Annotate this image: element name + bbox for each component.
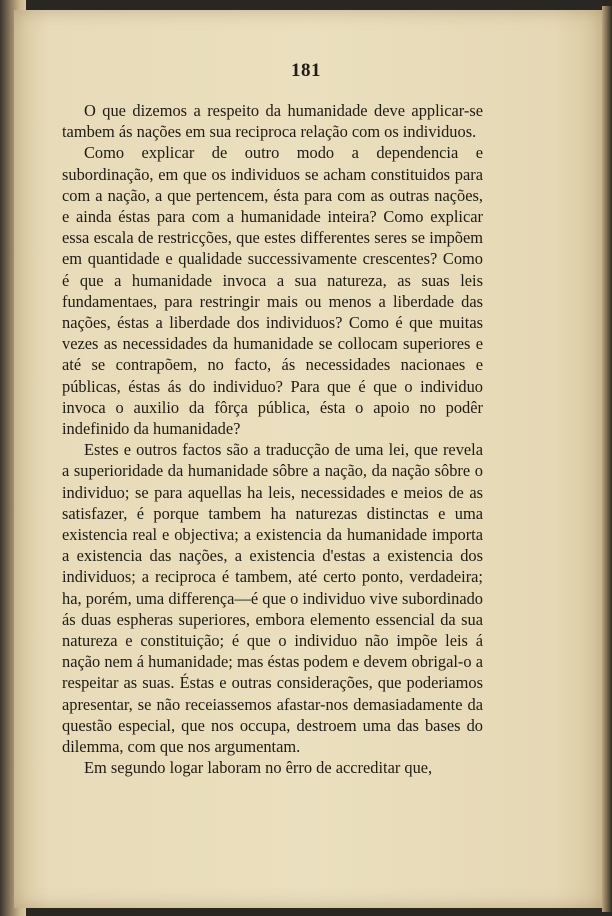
paragraph: Estes e outros factos são a traducção de uma lei, que revela a superioridade da humanidade sôbre a nação, da nação sôbre o individuo; se para aquellas ha leis, necessidades e meios de as satisfazer, é porque tambem ha naturezas distinctas e uma existencia real e objectiva; a existencia da humanidade importa a existencia das nações, a existencia d'estas a existencia dos individuos; a reciproca é tambem, até certo ponto, verdadeira; ha, porém, uma differença—é que o individuo vive subordinado ás duas espheras superiores, embora elemento essencial da sua natureza e constituição; é que o individuo não impõe leis á nação nem á humanidade; mas éstas podem e devem obrigal-o a respeitar as suas. Éstas e outras considerações, que poderiamos apresentar, se não receiassemos afastar-nos demasiadamente da questão especial, que nos occupa, destroem uma das bases do dilemma, com que nos argumentam. <box>62 440 483 757</box>
paragraph: Como explicar de outro modo a dependencia e subordinação, em que os individuos se acham constituidos para com a nação, a que pertencem, ésta para com as outras nações, e ainda éstas para com a humanidade inteira? Como explicar essa escala de restricções, que estes differentes seres se impõem em quantidade e qualidade successivamente crescentes? Como é que a humanidade invoca a sua natureza, as suas leis fundamentaes, para restringir mais ou menos a liberdade das nações, éstas a liberdade dos individuos? Como é que muitas vezes as necessidades da humanidade se collocam superiores e até se contrapõem, no facto, ás necessidades nacionaes e públicas, éstas ás do individuo? Para que é que o individuo invoca o auxilio da fôrça pública, ésta o apoio no podêr indefinido da humanidade? <box>62 143 483 439</box>
paragraph: O que dizemos a respeito da humanidade deve applicar-se tambem ás nações em sua reciproca relação com os individuos. <box>62 101 483 142</box>
body-text <box>62 100 483 779</box>
page-edge-shadow <box>602 6 612 912</box>
page-number: 181 <box>291 60 321 81</box>
paragraph: Em segundo logar laboram no êrro de accreditar que, <box>84 758 433 778</box>
